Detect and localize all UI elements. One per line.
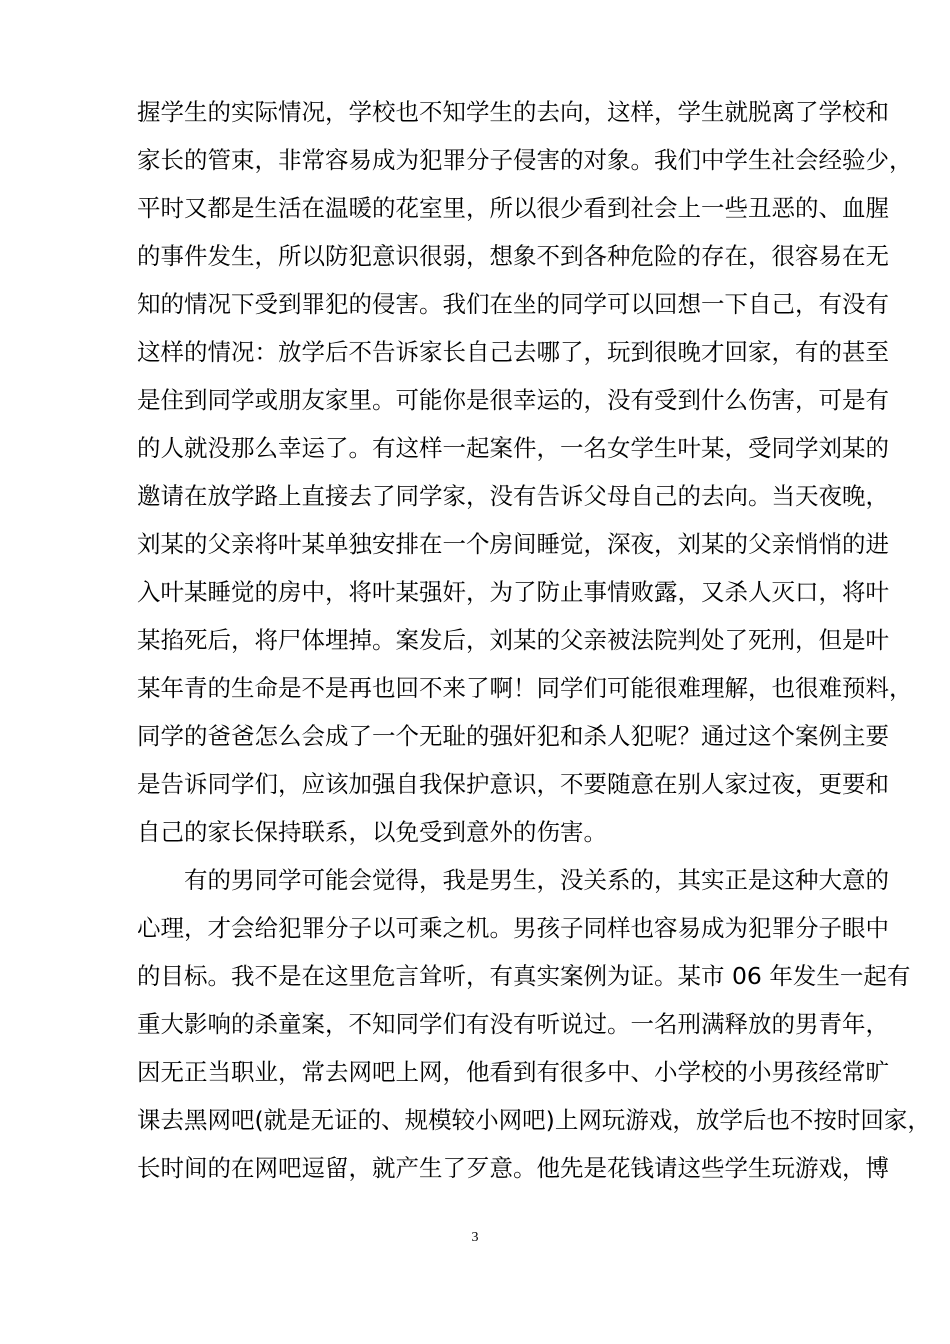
body-text-line: 平时又都是生活在温暖的花室里，所以很少看到社会上一些丑恶的、血腥 [137,194,889,222]
page-number: 3 [471,1230,479,1245]
body-text-line: 同学的爸爸怎么会成了一个无耻的强奸犯和杀人犯呢？通过这个案例主要 [137,722,889,750]
body-text-line: 的人就没那么幸运了。有这样一起案件，一名女学生叶某，受同学刘某的 [137,434,889,462]
body-text-line: 某年青的生命是不是再也回不来了啊！同学们可能很难理解，也很难预料， [137,674,913,702]
body-text-line: 重大影响的杀童案，不知同学们有没有听说过。一名刑满释放的男青年， [137,1010,889,1038]
body-text-line: 心理，才会给犯罪分子以可乘之机。男孩子同样也容易成为犯罪分子眼中 [137,914,889,942]
paragraph-first-line: 有的男同学可能会觉得，我是男生，没关系的，其实正是这种大意的 [184,866,889,894]
body-text-line: 刘某的父亲将叶某单独安排在一个房间睡觉，深夜，刘某的父亲悄悄的进 [137,530,889,558]
body-text-line: 某掐死后，将尸体埋掉。案发后，刘某的父亲被法院判处了死刑，但是叶 [137,626,889,654]
body-text-line: 家长的管束，非常容易成为犯罪分子侵害的对象。我们中学生社会经验少， [137,146,913,174]
body-text-line: 知的情况下受到罪犯的侵害。我们在坐的同学可以回想一下自己，有没有 [137,290,889,318]
body-text-line: 的目标。我不是在这里危言耸听，有真实案例为证。某市 06 年发生一起有 [137,962,911,990]
body-text-line: 自己的家长保持联系，以免受到意外的伤害。 [137,818,607,846]
body-text-line: 入叶某睡觉的房中，将叶某强奸，为了防止事情败露，又杀人灭口，将叶 [137,578,889,606]
body-text-line: 课去黑网吧(就是无证的、规模较小网吧)上网玩游戏，放学后也不按时回家， [137,1106,931,1134]
body-text-line: 的事件发生，所以防犯意识很弱，想象不到各种危险的存在，很容易在无 [137,242,889,270]
body-text-line: 因无正当职业，常去网吧上网，他看到有很多中、小学校的小男孩经常旷 [137,1058,889,1086]
body-text-line: 这样的情况：放学后不告诉家长自己去哪了，玩到很晚才回家，有的甚至 [137,338,889,366]
body-text-line: 握学生的实际情况，学校也不知学生的去向，这样，学生就脱离了学校和 [137,98,889,126]
body-text-line: 邀请在放学路上直接去了同学家，没有告诉父母自己的去向。当天夜晚， [137,482,889,510]
body-text-line: 是住到同学或朋友家里。可能你是很幸运的，没有受到什么伤害，可是有 [137,386,889,414]
body-text-line: 是告诉同学们，应该加强自我保护意识，不要随意在别人家过夜，更要和 [137,770,889,798]
body-text-line: 长时间的在网吧逗留，就产生了歹意。他先是花钱请这些学生玩游戏，博 [137,1154,889,1182]
